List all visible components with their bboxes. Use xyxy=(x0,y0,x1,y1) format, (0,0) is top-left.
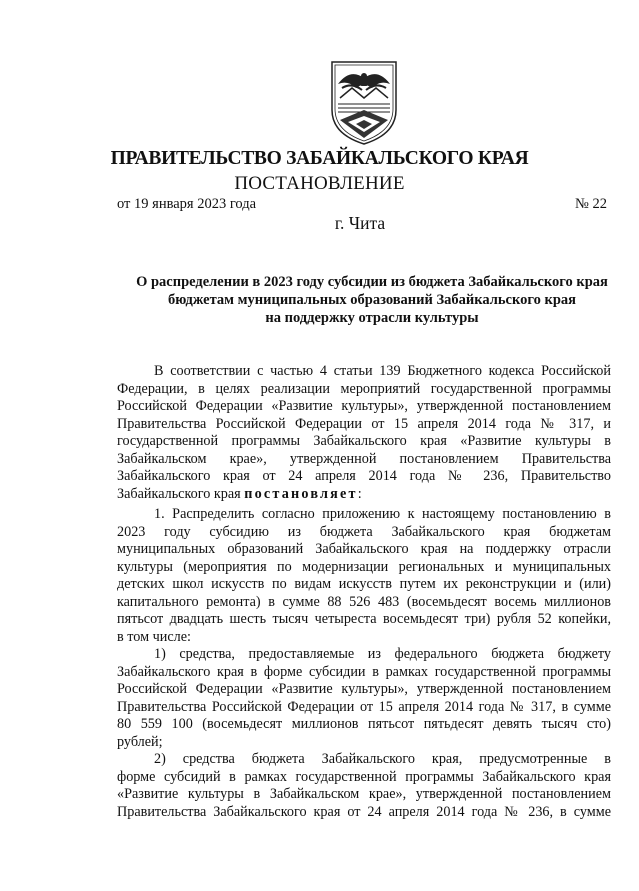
text-line: 80 559 100 (восемьдесят миллионов пятьсот пятьдесят девять тысяч сто) xyxy=(117,716,611,732)
text-line: Правительства Забайкальского края от 24 апреля 2014 года № 236, в сумме xyxy=(117,803,611,820)
text-fragment: Забайкальского края xyxy=(117,485,245,502)
text-line: форме субсидий в рамках государственной программы Забайкальского края xyxy=(117,768,611,785)
text-fragment: : xyxy=(357,485,362,502)
text-line: Российской Федерации «Развитие культуры», утвержденной постановлением xyxy=(117,681,611,697)
text-line: Федерации, в целях реализации мероприятий государственной программы xyxy=(117,380,611,397)
text-line: 1) средства, предоставляемые из федерального бюджета бюджету xyxy=(154,646,611,662)
document-number: № 22 xyxy=(575,196,607,212)
subject-line: бюджетам муниципальных образований Забайкальского края xyxy=(167,292,577,308)
text-line: капитального ремонта) в сумме 88 526 483 (восемьдесят восемь миллионов xyxy=(117,593,611,610)
text-line: 2023 году субсидию из бюджета Забайкальского края бюджетам xyxy=(117,523,611,540)
preamble-paragraph xyxy=(117,363,611,503)
text-line: культуры (мероприятия по модернизации региональных и муниципальных xyxy=(117,558,611,575)
text-line: Российской Федерации «Развитие культуры», утвержденной постановлением xyxy=(117,398,611,414)
text-line: Правительства Российской Федерации от 15 апреля 2014 года № 317, в сумме xyxy=(117,698,611,715)
document-type: ПОСТАНОВЛЕНИЕ xyxy=(234,173,405,194)
coat-of-arms-icon xyxy=(326,58,402,146)
text-line: «Развитие культуры в Забайкальском крае», утвержденной постановлением xyxy=(117,786,611,802)
text-line: рублей; xyxy=(117,733,163,750)
text-line: детских школ искусств по видам искусств путем их реконструкции и (или) xyxy=(117,576,611,592)
decree-word: постановляет xyxy=(244,485,358,502)
clauses-section xyxy=(117,506,611,821)
subject-line: на поддержку отрасли культуры xyxy=(265,310,479,326)
text-line: государственной программы Забайкальского края «Развитие культуры в xyxy=(117,433,611,449)
text-line: 1. Распределить согласно приложению к настоящему постановлению в xyxy=(154,506,611,522)
text-line: 2) средства бюджета Забайкальского края, предусмотренные в xyxy=(154,751,611,767)
text-line: Забайкальском крае», утвержденной постановлением Правительства xyxy=(117,450,611,467)
text-line: Правительства Российской Федерации от 15 апреля 2014 года № 317, и xyxy=(117,415,611,432)
text-line: в том числе: xyxy=(117,628,191,645)
text-line: В соответствии с частью 4 статьи 139 Бюджетного кодекса Российской xyxy=(154,363,611,379)
document-date: от 19 января 2023 года xyxy=(117,196,257,212)
text-line: Забайкальского края от 24 апреля 2014 года № 236, Правительство xyxy=(117,468,611,484)
text-line: Забайкальского края в форме субсидии в рамках государственной программы xyxy=(117,663,611,680)
document-city: г. Чита xyxy=(334,213,386,233)
text-line xyxy=(117,486,611,504)
subject-line: О распределении в 2023 году субсидии из бюджета Забайкальского края xyxy=(136,274,608,290)
document-subject xyxy=(100,273,639,327)
org-title: ПРАВИТЕЛЬСТВО ЗАБАЙКАЛЬСКОГО КРАЯ xyxy=(110,148,529,169)
text-line: пятьсот двадцать шесть тысяч четыреста восемьдесят три) рубля 52 копейки, xyxy=(117,611,611,627)
text-line: муниципальных образований Забайкальского края на поддержку отрасли xyxy=(117,541,611,557)
